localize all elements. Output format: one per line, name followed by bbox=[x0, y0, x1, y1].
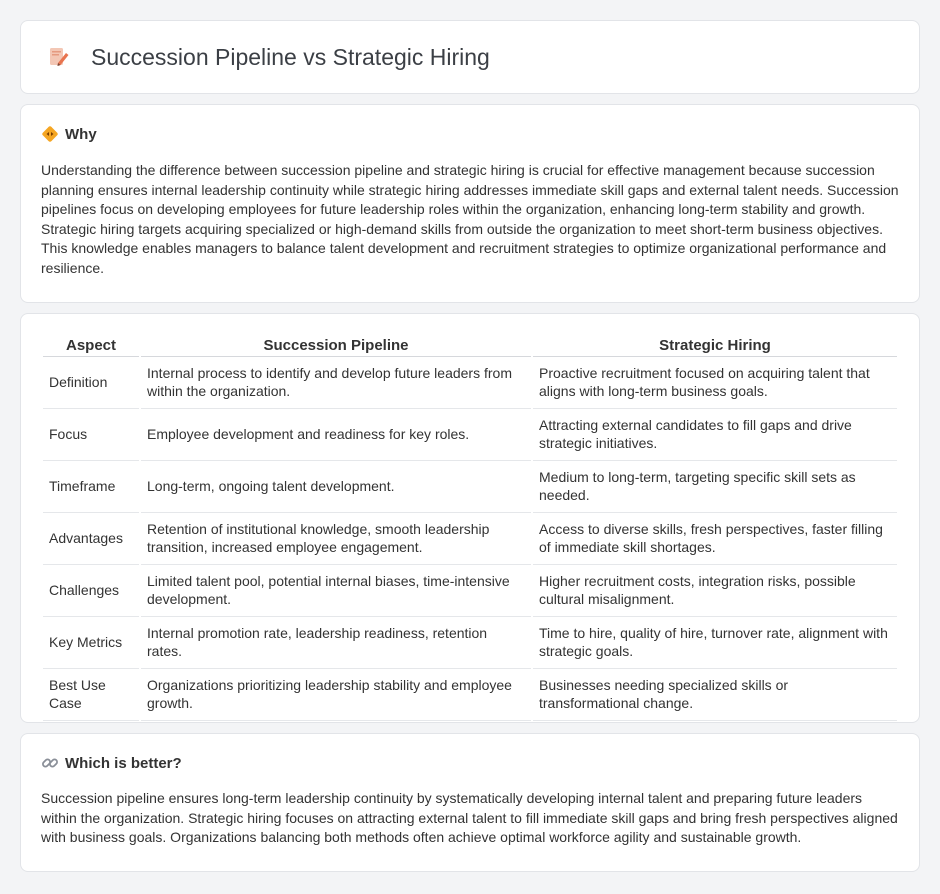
aspect-cell: Advantages bbox=[43, 513, 139, 565]
aspect-cell: Best Use Case bbox=[43, 669, 139, 721]
better-heading bbox=[41, 754, 899, 772]
pipeline-cell: Employee development and readiness for key roles. bbox=[141, 409, 531, 461]
why-text: Understanding the difference between succession pipeline and strategic hiring is crucial for effective management because succession planning ensures internal leadership continuity while strategic hiring addresses immediate skill gaps and external talent needs. Succession pipelines focus on developing employees for future leadership roles within the organization, enhancing long-term stability and growth. Strategic hiring targets acquiring specialized or high-demand skills from outside the organization to meet short-term business objectives. This knowledge enables managers to balance talent development and recruitment strategies to optimize organizational performance and resilience. bbox=[41, 162, 899, 276]
why-title: Why bbox=[65, 125, 97, 143]
table-row bbox=[43, 461, 897, 513]
table-row bbox=[43, 409, 897, 461]
better-title: Which is better? bbox=[65, 754, 182, 772]
hiring-cell: Businesses needing specialized skills or transformational change. bbox=[533, 669, 897, 721]
pipeline-cell: Retention of institutional knowledge, smooth leadership transition, increased employee engagement. bbox=[141, 513, 531, 565]
header-aspect: Aspect bbox=[43, 334, 139, 357]
hiring-cell: Medium to long-term, targeting specific skill sets as needed. bbox=[533, 461, 897, 513]
header-card bbox=[20, 20, 920, 94]
aspect-cell: Timeframe bbox=[43, 461, 139, 513]
diamond-arrows-icon bbox=[41, 125, 59, 143]
pipeline-cell: Internal promotion rate, leadership readiness, retention rates. bbox=[141, 617, 531, 669]
hiring-cell: Access to diverse skills, fresh perspectives, faster filling of immediate skill shortages. bbox=[533, 513, 897, 565]
pipeline-cell: Internal process to identify and develop future leaders from within the organization. bbox=[141, 357, 531, 409]
table-row bbox=[43, 669, 897, 721]
hiring-cell: Time to hire, quality of hire, turnover rate, alignment with strategic goals. bbox=[533, 617, 897, 669]
hiring-cell: Higher recruitment costs, integration risks, possible cultural misalignment. bbox=[533, 565, 897, 617]
link-icon bbox=[41, 754, 59, 772]
table-row bbox=[43, 513, 897, 565]
why-heading bbox=[41, 125, 899, 143]
which-is-better-section bbox=[20, 733, 920, 872]
header-strategic-hiring: Strategic Hiring bbox=[533, 334, 897, 357]
header-succession-pipeline: Succession Pipeline bbox=[141, 334, 531, 357]
table-row bbox=[43, 357, 897, 409]
table-row bbox=[43, 617, 897, 669]
aspect-cell: Focus bbox=[43, 409, 139, 461]
why-section bbox=[20, 104, 920, 303]
comparison-table bbox=[41, 334, 899, 721]
table-row bbox=[43, 565, 897, 617]
comparison-section bbox=[20, 313, 920, 723]
aspect-cell: Key Metrics bbox=[43, 617, 139, 669]
better-text: Succession pipeline ensures long-term leadership continuity by systematically developing internal talent and preparing future leaders within the organization. Strategic hiring focuses on attracting external talent to fill immediate skill gaps and bring fresh perspectives aligned with business goals. Organizations balancing both methods often achieve optimal workforce agility and sustainable growth. bbox=[41, 790, 898, 846]
page-title: Succession Pipeline vs Strategic Hiring bbox=[91, 43, 490, 70]
hiring-cell: Proactive recruitment focused on acquiring talent that aligns with long-term business goals. bbox=[533, 357, 897, 409]
pencil-paper-icon bbox=[47, 45, 71, 69]
pipeline-cell: Limited talent pool, potential internal biases, time-intensive development. bbox=[141, 565, 531, 617]
aspect-cell: Definition bbox=[43, 357, 139, 409]
hiring-cell: Attracting external candidates to fill gaps and drive strategic initiatives. bbox=[533, 409, 897, 461]
pipeline-cell: Long-term, ongoing talent development. bbox=[141, 461, 531, 513]
table-header-row bbox=[43, 334, 897, 357]
pipeline-cell: Organizations prioritizing leadership stability and employee growth. bbox=[141, 669, 531, 721]
aspect-cell: Challenges bbox=[43, 565, 139, 617]
